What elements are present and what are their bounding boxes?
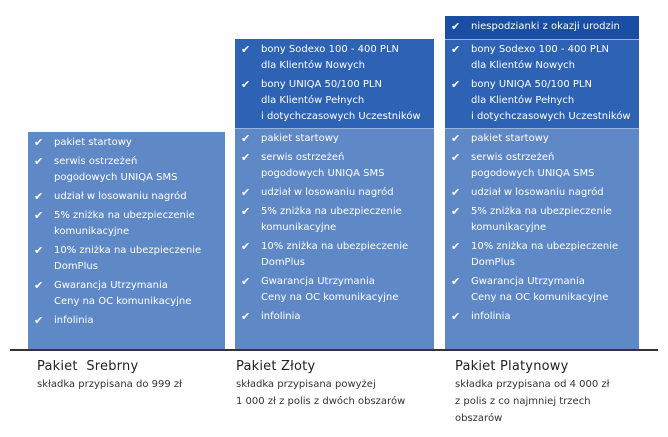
- benefit-text: serwis ostrzeżeń pogodowych UNIQA SMS: [261, 152, 385, 179]
- benefit-text: 10% zniżka na ubezpieczenie DomPlus: [54, 245, 202, 272]
- benefit-text: niespodzianki z okazji urodzin: [471, 21, 620, 32]
- benefit-text: bony Sodexo 100 - 400 PLN dla Klientów Nowych: [471, 44, 609, 71]
- benefit-item: [451, 19, 635, 35]
- benefit-text: 10% zniżka na ubezpieczenie DomPlus: [471, 241, 619, 268]
- checkmark-icon: ✔: [451, 240, 461, 253]
- benefit-text: infolinia: [471, 311, 511, 322]
- benefit-item: [451, 185, 635, 201]
- platinum-extra-benefits-block: [445, 39, 639, 128]
- checkmark-icon: ✔: [241, 240, 251, 253]
- platinum-benefits-block: [445, 128, 639, 349]
- gold-benefits-block: [235, 128, 434, 349]
- benefit-text: infolinia: [261, 311, 301, 322]
- checkmark-icon: ✔: [451, 20, 461, 33]
- benefit-item: [241, 131, 430, 147]
- benefit-item: [34, 243, 221, 275]
- checkmark-icon: ✔: [34, 209, 44, 222]
- benefit-text: 5% zniżka na ubezpieczenie komunikacyjne: [261, 206, 402, 233]
- checkmark-icon: ✔: [34, 244, 44, 257]
- checkmark-icon: ✔: [34, 136, 44, 149]
- benefit-text: pakiet startowy: [261, 133, 339, 144]
- benefit-item: [241, 274, 430, 306]
- benefit-text: udział w losowaniu nagród: [471, 187, 604, 198]
- checkmark-icon: ✔: [34, 190, 44, 203]
- package-name-silver: Pakiet Srebrny: [37, 359, 139, 374]
- benefit-text: udział w losowaniu nagród: [261, 187, 394, 198]
- benefit-text: Gwarancja Utrzymania Ceny na OC komunikacyjne: [54, 280, 192, 307]
- benefit-text: bony UNIQA 50/100 PLN dla Klientów Pełnych i dotychczasowych Uczestników: [261, 79, 421, 122]
- benefit-item: [241, 204, 430, 236]
- checkmark-icon: ✔: [451, 275, 461, 288]
- checkmark-icon: ✔: [451, 132, 461, 145]
- benefit-item: [241, 150, 430, 182]
- benefit-item: [451, 239, 635, 271]
- benefit-item: [241, 77, 430, 125]
- silver-benefits-block: [28, 132, 225, 349]
- checkmark-icon: ✔: [241, 43, 251, 56]
- checkmark-icon: ✔: [451, 151, 461, 164]
- benefit-item: [34, 208, 221, 240]
- benefit-text: udział w losowaniu nagród: [54, 191, 187, 202]
- checkmark-icon: ✔: [241, 132, 251, 145]
- benefit-item: [451, 150, 635, 182]
- benefit-text: pakiet startowy: [54, 137, 132, 148]
- checkmark-icon: ✔: [34, 155, 44, 168]
- package-name-gold: Pakiet Złoty: [236, 359, 316, 374]
- checkmark-icon: ✔: [451, 205, 461, 218]
- platinum-divider-bottom: [445, 128, 639, 129]
- benefit-item: [241, 239, 430, 271]
- benefit-item: [451, 274, 635, 306]
- checkmark-icon: ✔: [241, 275, 251, 288]
- gold-extra-benefits-block: [235, 39, 434, 128]
- benefit-text: Gwarancja Utrzymania Ceny na OC komunikacyjne: [471, 276, 609, 303]
- benefit-item: [34, 313, 221, 329]
- checkmark-icon: ✔: [451, 78, 461, 91]
- checkmark-icon: ✔: [241, 186, 251, 199]
- platinum-divider-top: [445, 39, 639, 40]
- package-description-platinum: składka przypisana od 4 000 zł z polis z co najmniej trzech obszarów: [455, 379, 610, 424]
- benefit-text: 5% zniżka na ubezpieczenie komunikacyjne: [471, 206, 612, 233]
- benefit-item: [241, 309, 430, 325]
- benefit-item: [34, 278, 221, 310]
- benefit-item: [241, 42, 430, 74]
- benefit-text: bony Sodexo 100 - 400 PLN dla Klientów Nowych: [261, 44, 399, 71]
- benefit-text: Gwarancja Utrzymania Ceny na OC komunikacyjne: [261, 276, 399, 303]
- checkmark-icon: ✔: [241, 310, 251, 323]
- benefit-text: bony UNIQA 50/100 PLN dla Klientów Pełnych i dotychczasowych Uczestników: [471, 79, 631, 122]
- checkmark-icon: ✔: [241, 78, 251, 91]
- benefit-item: [34, 189, 221, 205]
- benefit-text: serwis ostrzeżeń pogodowych UNIQA SMS: [471, 152, 595, 179]
- benefit-item: [451, 204, 635, 236]
- checkmark-icon: ✔: [451, 186, 461, 199]
- checkmark-icon: ✔: [34, 279, 44, 292]
- checkmark-icon: ✔: [34, 314, 44, 327]
- package-description-silver: składka przypisana do 999 zł: [37, 379, 182, 390]
- benefit-item: [241, 185, 430, 201]
- checkmark-icon: ✔: [451, 43, 461, 56]
- benefit-item: [451, 309, 635, 325]
- benefit-item: [451, 42, 635, 74]
- benefit-text: pakiet startowy: [471, 133, 549, 144]
- benefit-text: 10% zniżka na ubezpieczenie DomPlus: [261, 241, 409, 268]
- baseline-rule: [10, 349, 658, 351]
- benefit-text: infolinia: [54, 315, 94, 326]
- checkmark-icon: ✔: [241, 205, 251, 218]
- benefit-item: [451, 77, 635, 125]
- gold-divider: [235, 128, 434, 129]
- package-name-platinum: Pakiet Platynowy: [455, 359, 569, 374]
- benefit-text: serwis ostrzeżeń pogodowych UNIQA SMS: [54, 156, 178, 183]
- benefit-item: [34, 135, 221, 151]
- platinum-top-benefits-block: [445, 16, 639, 39]
- checkmark-icon: ✔: [241, 151, 251, 164]
- package-description-gold: składka przypisana powyżej 1 000 zł z polis z dwóch obszarów: [236, 379, 406, 407]
- benefit-item: [451, 131, 635, 147]
- benefit-text: 5% zniżka na ubezpieczenie komunikacyjne: [54, 210, 195, 237]
- benefit-item: [34, 154, 221, 186]
- checkmark-icon: ✔: [451, 310, 461, 323]
